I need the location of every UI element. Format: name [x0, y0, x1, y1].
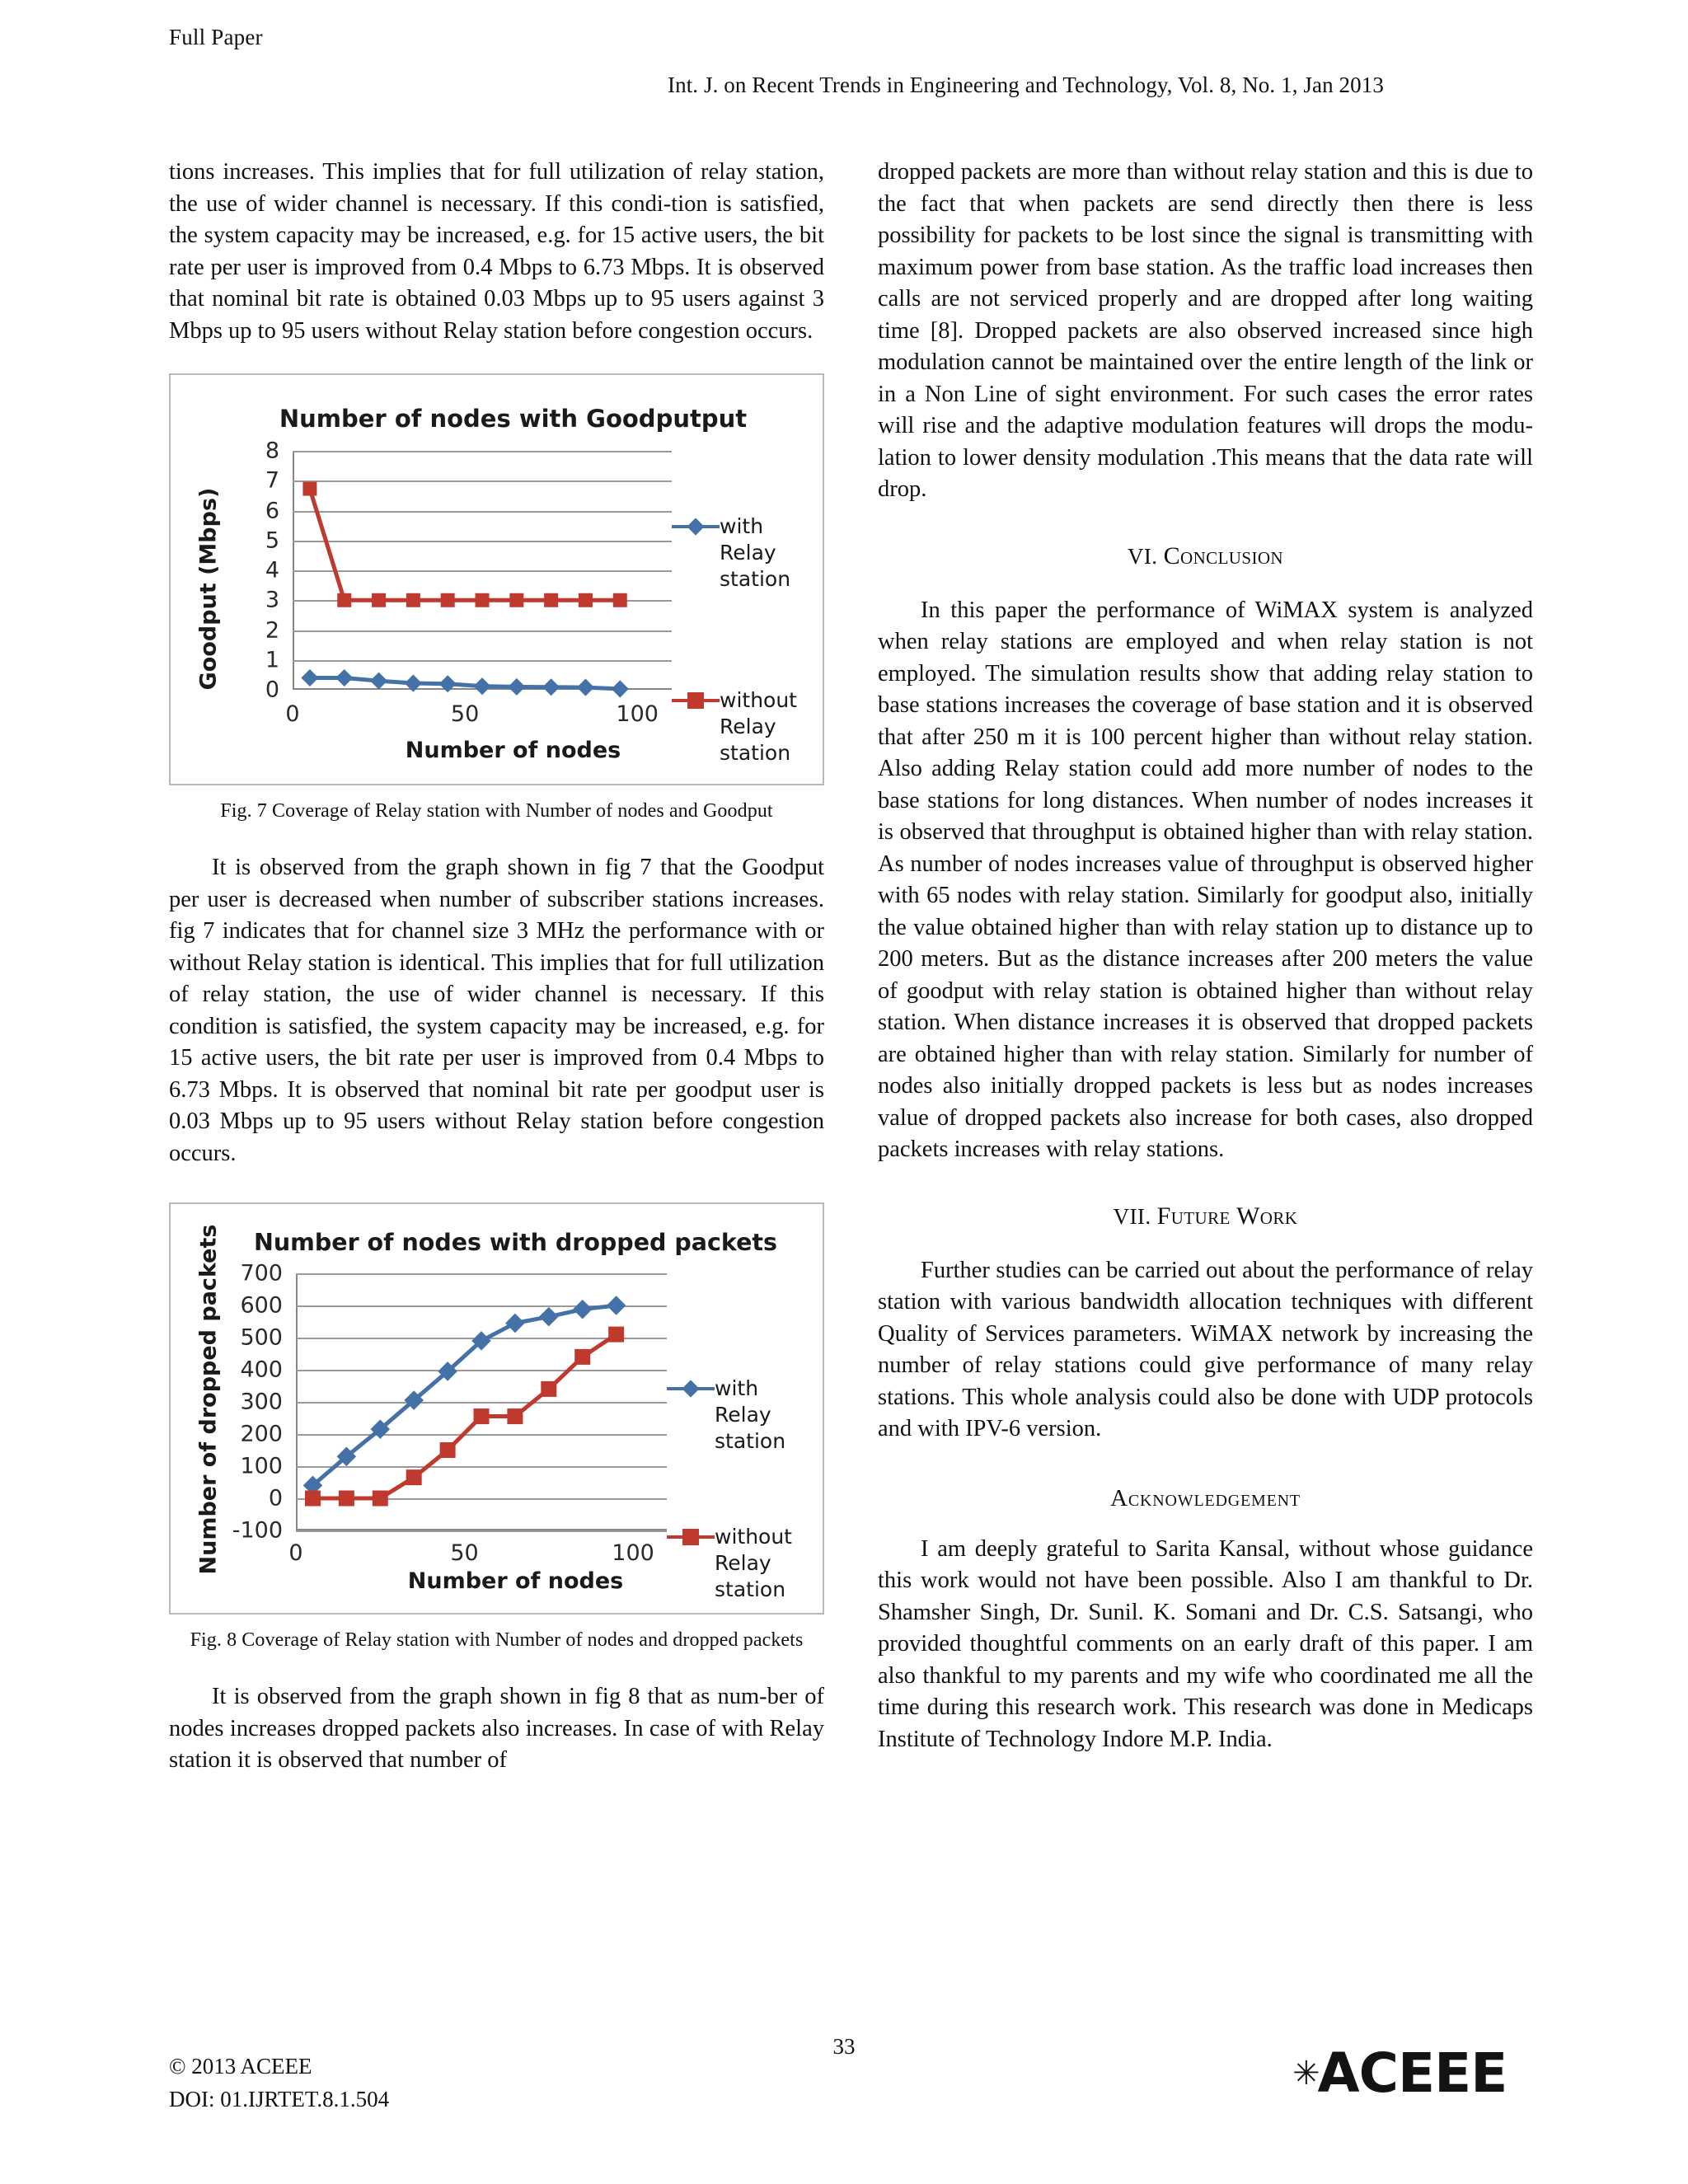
- y-axis-tick-label: 700: [240, 1260, 283, 1286]
- series-marker-square: [406, 593, 420, 607]
- y-axis-tick-label: 6: [265, 498, 279, 523]
- y-axis-tick-label: 1: [265, 647, 279, 673]
- figure-7-caption: Fig. 7 Coverage of Relay station with Number of nodes and Goodput: [220, 800, 773, 822]
- series-marker-diamond: [505, 1314, 525, 1333]
- legend-item[interactable]: [667, 1376, 825, 1455]
- y-axis-tick-label: 200: [240, 1421, 283, 1447]
- aceee-logo-text: ACEEE: [1317, 2041, 1507, 2105]
- series-marker-diamond: [573, 1300, 593, 1319]
- series-marker-square: [613, 593, 627, 607]
- y-axis-tick-label: 600: [240, 1292, 283, 1319]
- acknowledgement-body: I am deeply grateful to Sarita Kansal, without whose guidance this work would not have been possible. Also I am thankful to Dr. Shamsher Singh, Dr. Sunil. K. Somani and Dr. C.S. Satsangi, who provided thoughtful comments on an early draft of this paper. I am also thankful to my parents and my wife who coordinated me all the time during this research work. This research was done in Medicaps Institute of Technology Indore M.P. India.: [878, 1535, 1533, 1752]
- chart-y-axis-label: Number of dropped packets: [195, 1224, 222, 1575]
- series-marker-square: [440, 1442, 456, 1458]
- chart-plot-area: [265, 438, 672, 727]
- running-head-left: Full Paper: [169, 25, 263, 49]
- series-marker-square: [579, 593, 593, 607]
- y-axis-tick-label: 400: [240, 1357, 283, 1383]
- series-marker-square: [406, 1469, 422, 1485]
- conclusion-body: In this paper the performance of WiMAX system is analyzed when relay stations are employed and when relay station is not employed. The simulation results show that adding relay station to base stations increases the coverage of base station and it is observed that after 250 m it is 100 percent higher than without relay station. Also adding Relay station could add more number of nodes to the base stations for long distances. When number of nodes increases it is observed that throughput is obtained higher than with relay station. As number of nodes increases value of throughput is observed higher with 65 nodes with relay station. Similarly for goodput also, initially the value obtained higher than with relay station up to distance up to 200 meters. But as the distance increases after 200 meters the value of goodput with relay station is obtained higher than without relay station. When distance increases it is observed that dropped packets are obtained higher than with relay station. Similarly for number of nodes also initially dropped packets is less but as nodes increases value of dropped packets also increase for both cases, also dropped packets increases with relay stations.: [878, 597, 1533, 1162]
- doi-text: DOI: 01.IJRTET.8.1.504: [169, 2087, 390, 2111]
- series-marker-square: [372, 593, 386, 607]
- paragraph-after-fig8: It is observed from the graph shown in fig 8 that as num-ber of nodes increases dropped packets also increases. In case of with Relay station it is observed that number of: [169, 1684, 824, 1773]
- series-marker-square: [574, 1349, 590, 1365]
- series-marker-square: [476, 593, 490, 607]
- series-marker-diamond: [542, 678, 560, 696]
- figure-7: [169, 373, 824, 824]
- section-title-future-work: Future Work: [1156, 1202, 1298, 1230]
- x-axis-tick-label: 100: [612, 1540, 654, 1566]
- series-marker-diamond: [405, 674, 422, 691]
- chart-title: Number of nodes with Goodputput: [279, 405, 748, 433]
- series-marker-diamond: [612, 680, 629, 697]
- series-line: [310, 489, 620, 600]
- figure-8: [169, 1202, 824, 1653]
- chart-legend: [672, 513, 824, 766]
- legend-marker-diamond-icon: [667, 1376, 715, 1401]
- series-marker-square: [507, 1408, 523, 1424]
- series-marker-diamond: [301, 669, 318, 687]
- series-marker-square: [441, 593, 455, 607]
- x-axis-tick-label: 50: [450, 1540, 479, 1566]
- grid-line: [296, 1530, 667, 1532]
- series-marker-diamond: [577, 679, 594, 696]
- chart-title: Number of nodes with dropped packets: [254, 1229, 777, 1256]
- section-number-conclusion: VI.: [1128, 543, 1158, 569]
- footer-left: [169, 2050, 389, 2116]
- copyright-notice: © 2013 ACEEE: [169, 2054, 312, 2079]
- legend-item-label: with Relay station: [720, 514, 791, 591]
- series-marker-square: [339, 1491, 354, 1507]
- chart-x-axis-label: Number of nodes: [407, 1568, 624, 1594]
- series-line: [312, 1305, 616, 1485]
- aceee-logo: [1292, 2041, 1507, 2105]
- legend-item[interactable]: [672, 687, 824, 766]
- y-axis-tick-label: 0: [268, 1485, 283, 1511]
- series-marker-square: [337, 593, 351, 607]
- section-heading-future-work: [878, 1202, 1533, 1230]
- legend-marker-diamond-icon: [672, 513, 720, 539]
- y-axis-tick-label: 8: [265, 438, 279, 464]
- right-column: [878, 157, 1533, 1755]
- section-heading-acknowledgement: Acknowledgement: [1110, 1484, 1301, 1511]
- y-axis-tick-label: 100: [240, 1453, 283, 1479]
- figure-8-caption: Fig. 8 Coverage of Relay station with Number of nodes and dropped packets: [190, 1629, 804, 1651]
- series-marker-diamond: [539, 1307, 559, 1327]
- legend-item[interactable]: [667, 1524, 825, 1603]
- legend-item-label: with Relay station: [715, 1376, 786, 1453]
- x-axis-tick-label: 0: [285, 701, 300, 727]
- series-marker-square: [541, 1381, 556, 1397]
- paragraph-after-fig7: It is observed from the graph shown in fig 7 that the Goodput per user is decreased when number of subscriber stations increases. fig 7 indicates that for channel size 3 MHz the performance with or without Relay station is identical. This implies that for full utilization of relay station, the use of wider channel is necessary. If this condition is satisfied, the system capacity may be increased, e.g. for 15 active users, the bit rate per user is improved from 0.4 Mbps to 6.73 Mbps. It is observed that nominal bit rate per goodput user is 0.03 Mbps up to 95 users without Relay station before congestion occurs.: [169, 855, 824, 1166]
- series-marker-diamond: [473, 677, 490, 695]
- chart-y-axis-label: Goodput (Mbps): [195, 487, 222, 691]
- star-icon: ✳: [1292, 2054, 1320, 2093]
- legend-item-label: without Relay station: [720, 688, 797, 765]
- legend-marker-square-icon: [667, 1524, 715, 1549]
- figure-7-frame: [169, 373, 824, 785]
- series-marker-square: [509, 593, 523, 607]
- chart-series-layer: [296, 1273, 667, 1530]
- series-marker-diamond: [607, 1296, 626, 1315]
- series-marker-square: [305, 1491, 321, 1507]
- series-marker-square: [373, 1491, 388, 1507]
- series-marker-square: [302, 482, 316, 496]
- section-heading-conclusion: [878, 542, 1533, 570]
- series-marker-diamond: [370, 673, 387, 690]
- paragraph-continued-left: tions increases. This implies that for full utilization of relay station, the use of wider channel is necessary. If this condi-tion is satisfied, the system capacity may be increased, e.g. for 15 active users, the bit rate per user is improved from 0.4 Mbps to 6.73 Mbps. It is observed that nominal bit rate is obtained 0.03 Mbps up to 95 users against 3 Mbps up to 95 users without Relay station before congestion occurs.: [169, 159, 824, 344]
- running-head-right: Int. J. on Recent Trends in Engineering and Technology, Vol. 8, No. 1, Jan 2013: [668, 73, 1384, 97]
- y-axis-tick-label: 2: [265, 617, 279, 643]
- y-axis-tick-label: 5: [265, 527, 279, 554]
- y-axis-tick-label: 500: [240, 1324, 283, 1351]
- y-axis-tick-label: 7: [265, 467, 279, 494]
- legend-item[interactable]: [672, 513, 824, 593]
- series-marker-diamond: [439, 675, 457, 692]
- future-work-body: Further studies can be carried out about the performance of relay station with various bandwidth allocation techniques with different Quality of Services parameters. WiMAX network by increasing the number of relay stations could give performance of many relay stations. This whole analysis could also be done with UDP protocols and with IPV-6 version.: [878, 1257, 1533, 1441]
- section-title-conclusion: Conclusion: [1163, 541, 1283, 569]
- series-line: [310, 678, 620, 689]
- series-marker-diamond: [508, 678, 525, 696]
- y-axis-tick-label: 0: [265, 677, 279, 703]
- chart-x-axis-label: Number of nodes: [405, 738, 621, 763]
- legend-marker-square-icon: [672, 687, 720, 713]
- y-axis-tick-label: -100: [232, 1517, 283, 1544]
- x-axis-tick-label: 50: [450, 701, 480, 727]
- figure-8-frame: [169, 1202, 824, 1615]
- series-marker-square: [544, 593, 558, 607]
- x-axis-tick-label: 100: [616, 701, 659, 727]
- paragraph-continued-right: dropped packets are more than without relay station and this is due to the fact that when packets are send directly then there is less possibility for packets to be lost since the signal is transmitting with maximum power from base station. As the traffic load increases then calls are not serviced properly and are dropped after long waiting time [8]. Dropped packets are also observed increased since high modulation cannot be maintained over the entire length of the link or in a Non Line of sight environment. For such cases the error rates will rise and the adaptive modulation features will drops the modu-lation to lower density modulation .This means that the data rate will drop.: [878, 159, 1533, 502]
- left-column: [169, 157, 824, 1777]
- chart-plot-area: [232, 1260, 667, 1566]
- legend-item-label: without Relay station: [715, 1525, 792, 1601]
- series-marker-diamond: [335, 669, 353, 687]
- y-axis-tick-label: 4: [265, 557, 279, 583]
- chart-series-layer: [293, 451, 672, 690]
- page-number: 33: [832, 2034, 856, 2059]
- section-number-future-work: VII.: [1113, 1203, 1151, 1229]
- chart-legend: [667, 1376, 825, 1603]
- series-marker-square: [474, 1408, 490, 1424]
- x-axis-tick-label: 0: [288, 1540, 303, 1566]
- y-axis-tick-label: 300: [240, 1389, 283, 1415]
- chart-dropped-packets: [171, 1204, 823, 1613]
- y-axis-tick-label: 3: [265, 587, 279, 613]
- chart-goodput: [171, 375, 823, 784]
- series-marker-square: [608, 1327, 624, 1343]
- series-line: [312, 1334, 616, 1498]
